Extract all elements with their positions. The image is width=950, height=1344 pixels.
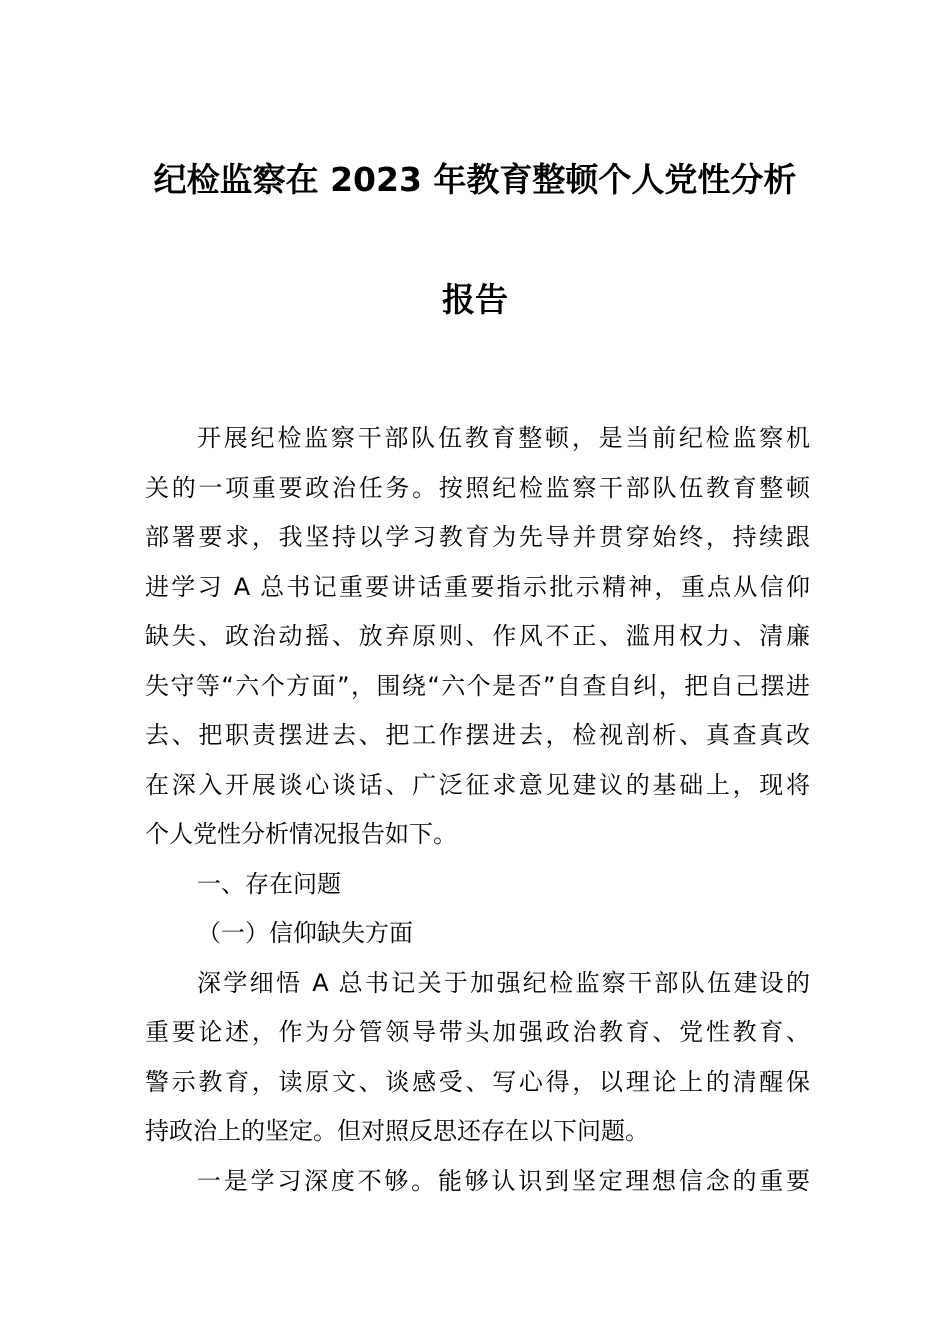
paragraph-line: 深学细悟 A 总书记关于加强纪检监察干部队伍建设的	[197, 968, 810, 997]
paragraph-line: 持政治上的坚定。但对照反思还存在以下问题。	[145, 1117, 649, 1145]
document-body	[145, 414, 810, 1206]
paragraph-line: 关的一项重要政治任务。按照纪检监察干部队伍教育整顿	[145, 473, 810, 502]
paragraph-line: 一是学习深度不够。能够认识到坚定理想信念的重要	[197, 1166, 810, 1195]
paragraph-line: 重要论述，作为分管领导带头加强政治教育、党性教育、	[145, 1018, 810, 1046]
paragraph-line: 失守等“六个方面”，围绕“六个是否”自查自纠，把自己摆进	[145, 671, 810, 700]
paragraph-line: 缺失、政治动摇、放弃原则、作风不正、滥用权力、清廉	[145, 622, 810, 650]
paragraph-line: 开展纪检监察干部队伍教育整顿，是当前纪检监察机	[197, 424, 810, 452]
document-title-line-2: 报告	[442, 280, 508, 319]
document-title-line-1: 纪检监察在 2023 年教育整顿个人党性分析	[153, 160, 797, 199]
subsection-heading: （一）信仰缺失方面	[197, 919, 413, 947]
paragraph-line: 进学习 A 总书记重要讲话重要指示批示精神，重点从信仰	[145, 572, 810, 601]
paragraph-line: 去、把职责摆进去、把工作摆进去，检视剖析、真查真改	[145, 721, 810, 749]
paragraph-line: 个人党性分析情况报告如下。	[145, 820, 457, 848]
paragraph-line: 部署要求，我坚持以学习教育为先导并贯穿始终，持续跟	[145, 523, 810, 551]
paragraph-line: 在深入开展谈心谈话、广泛征求意见建议的基础上，现将	[145, 770, 810, 799]
section-heading: 一、存在问题	[197, 869, 341, 898]
paragraph-line: 警示教育，读原文、谈感受、写心得，以理论上的清醒保	[145, 1067, 810, 1096]
